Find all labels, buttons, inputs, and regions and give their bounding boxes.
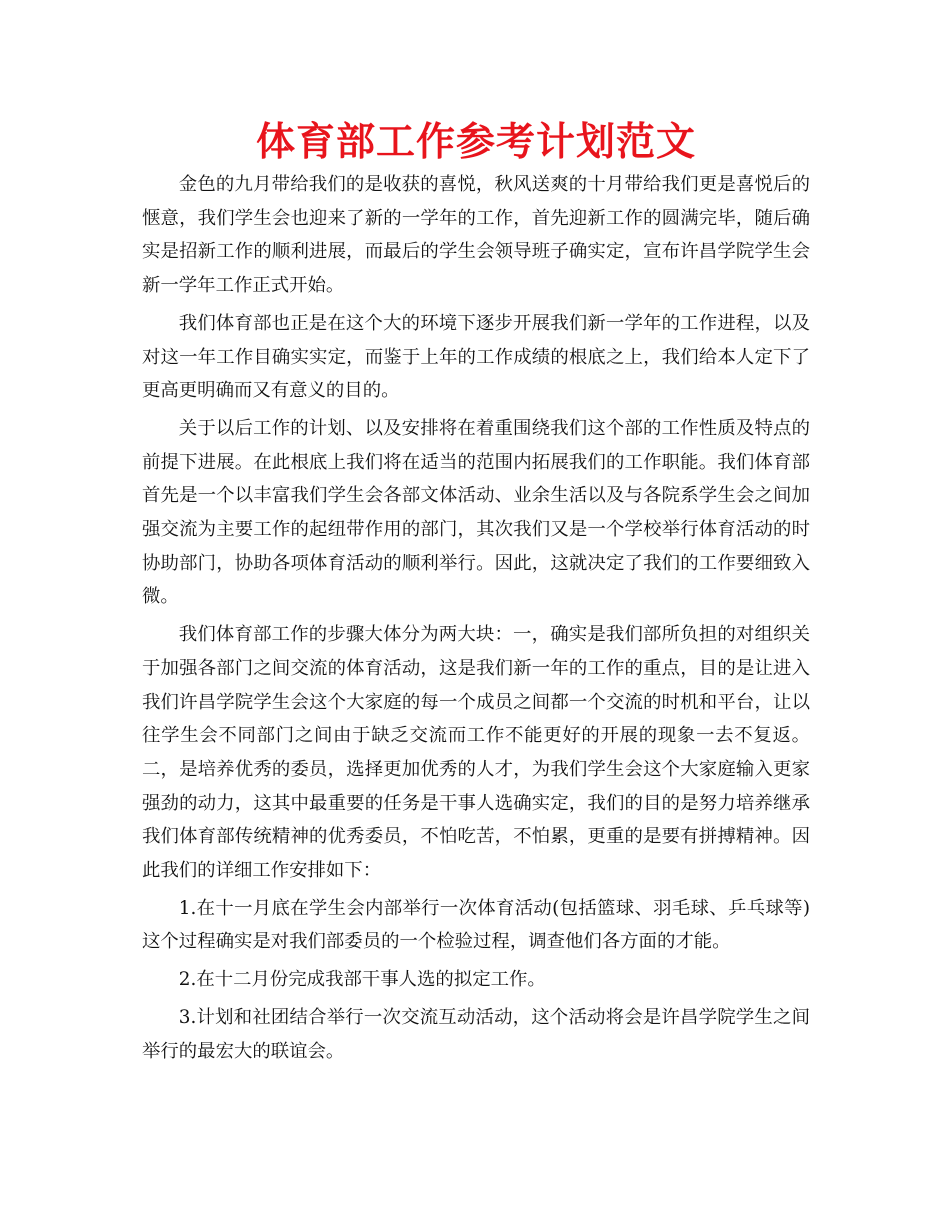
paragraph-environment: 我们体育部也正是在这个大的环境下逐步开展我们新一学年的工作进程，以及对这一年工作目确实实定，而鉴于上年的工作成绩的根底之上，我们给本人定下了更高更明确而又有意义的目的。 xyxy=(142,312,810,402)
paragraph-steps: 我们体育部工作的步骤大体分为两大块：一，确实是我们部所负担的对组织关于加强各部门之间交流的体育活动，这是我们新一年的工作的重点，目的是让进入我们许昌学院学生会这个大家庭的每一个成员之间都一个交流的时机和平台，让以往学生会不同部门之间由于缺乏交流而工作不能更好的开展的现象一去不复返。二，是培养优秀的委员，选择更加优秀的人才，为我们学生会这个大家庭输入更家强劲的动力，这其中最重要的任务是干事人选确实定，我们的目的是努力培养继承我们体育部传统精神的优秀委员，不怕吃苦，不怕累，更重的是要有拼搏精神。因此我们的详细工作安排如下： xyxy=(142,624,810,882)
list-item-1: 1.在十一月底在学生会内部举行一次体育活动(包括篮球、羽毛球、乒乓球等)这个过程确实是对我们部委员的一个检验过程，调查他们各方面的才能。 xyxy=(142,897,810,953)
document-page xyxy=(142,118,810,1068)
list-item-3: 3.计划和社团结合举行一次交流互动活动，这个活动将会是许昌学院学生之间举行的最宏大的联谊会。 xyxy=(142,1006,810,1062)
document-title: 体育部工作参考计划范文 xyxy=(255,120,696,165)
document-body xyxy=(142,168,810,1068)
paragraph-intro: 金色的九月带给我们的是收获的喜悦，秋风送爽的十月带给我们更是喜悦后的惬意，我们学生会也迎来了新的一学年的工作，首先迎新工作的圆满完毕，随后确实是招新工作的顺利进展，而最后的学生会领导班子确实定，宣布许昌学院学生会新一学年工作正式开始。 xyxy=(142,174,810,297)
paragraph-plan: 关于以后工作的计划、以及安排将在着重围绕我们这个部的工作性质及特点的前提下进展。在此根底上我们将在适当的范围内拓展我们的工作职能。我们体育部首先是一个以丰富我们学生会各部文体活动、业余生活以及与各院系学生会之间加强交流为主要工作的起纽带作用的部门，其次我们又是一个学校举行体育活动的时协助部门，协助各项体育活动的顺利举行。因此，这就决定了我们的工作要细致入微。 xyxy=(142,417,810,608)
list-item-2: 2.在十二月份完成我部干事人选的拟定工作。 xyxy=(178,969,546,991)
